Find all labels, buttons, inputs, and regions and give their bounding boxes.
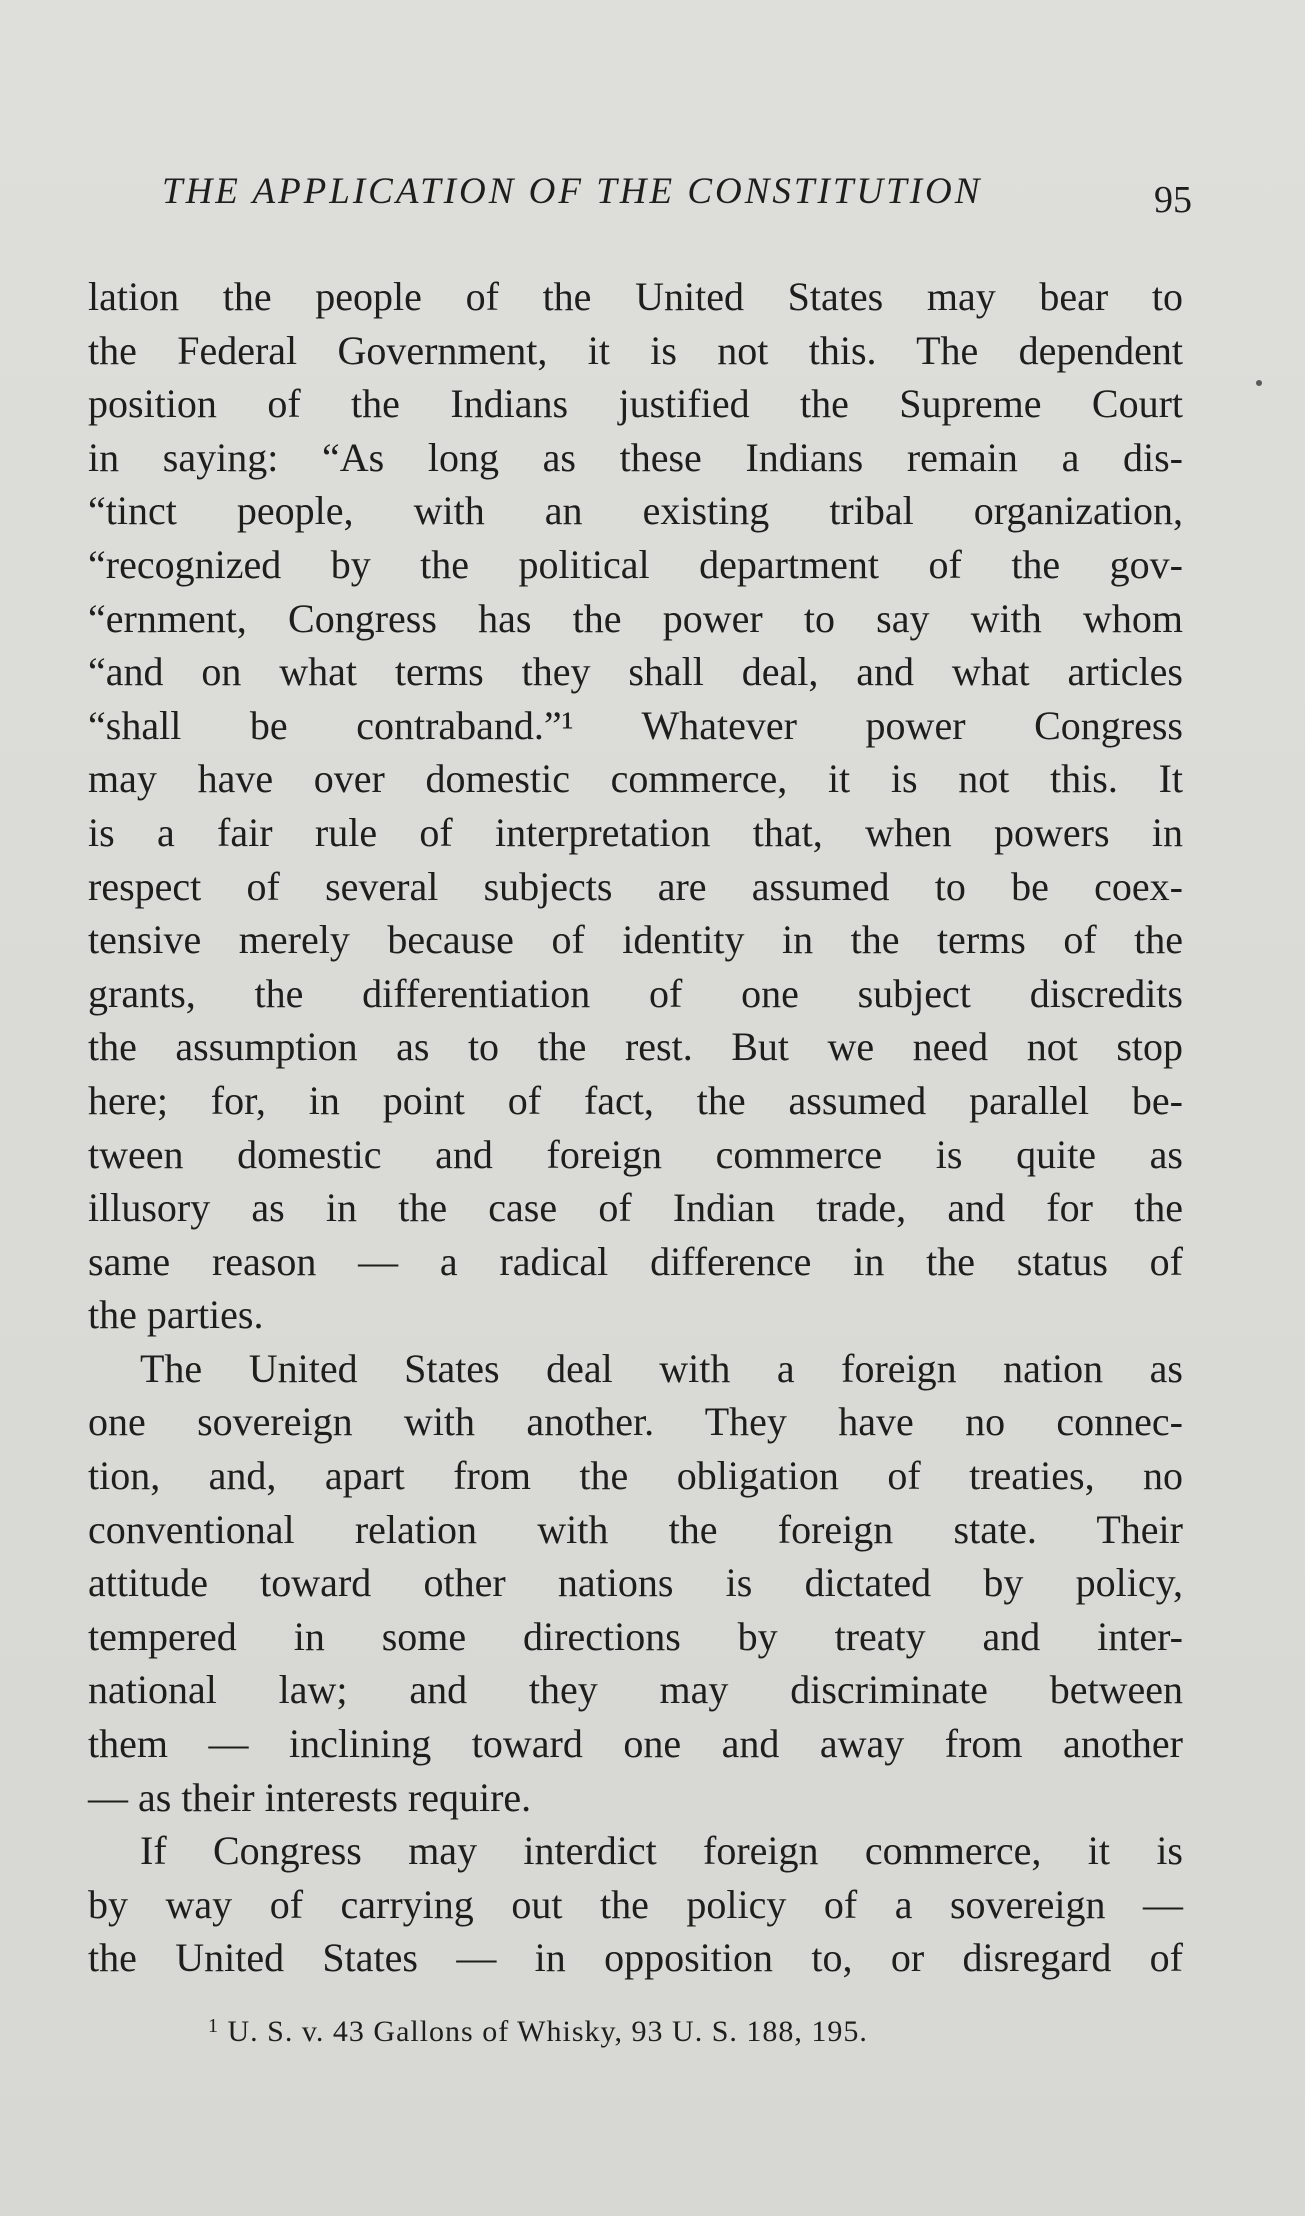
text-line: the United States — in opposition to, or disregard of <box>88 1935 1183 1981</box>
text-line: by way of carrying out the policy of a sovereign — <box>88 1881 1183 1927</box>
text-line: “recognized by the political department of the gov- <box>88 541 1183 587</box>
text-line: If Congress may interdict foreign commerce, it is <box>140 1828 1183 1874</box>
footnote-marker: 1 <box>208 2015 219 2037</box>
text-line: “ernment, Congress has the power to say with whom <box>88 595 1183 641</box>
text-line: attitude toward other nations is dictated by policy, <box>88 1560 1183 1606</box>
text-line: them — inclining toward one and away from another <box>88 1721 1183 1767</box>
margin-speck <box>1256 380 1262 386</box>
text-line: in saying: “As long as these Indians remain a dis- <box>88 434 1183 480</box>
text-line: illusory as in the case of Indian trade, and for the <box>88 1185 1183 1231</box>
text-line: — as their interests require. <box>88 1774 532 1820</box>
text-line: is a fair rule of interpretation that, when powers in <box>88 809 1183 855</box>
text-line: the parties. <box>88 1292 264 1338</box>
page-number: 95 <box>1154 179 1192 221</box>
footnote <box>208 2015 868 2049</box>
text-line: same reason — a radical difference in the status of <box>88 1238 1183 1284</box>
text-line: “tinct people, with an existing tribal organization, <box>88 488 1183 534</box>
text-line: The United States deal with a foreign nation as <box>140 1345 1183 1391</box>
text-line: here; for, in point of fact, the assumed parallel be- <box>88 1077 1183 1123</box>
text-line: tensive merely because of identity in the terms of the <box>88 917 1183 963</box>
text-line: one sovereign with another. They have no connec- <box>88 1399 1183 1445</box>
text-line: “and on what terms they shall deal, and what articles <box>88 649 1183 695</box>
text-line: national law; and they may discriminate between <box>88 1667 1183 1713</box>
text-line: position of the Indians justified the Supreme Court <box>88 381 1183 427</box>
text-line: may have over domestic commerce, it is not this. It <box>88 756 1183 802</box>
running-head: THE APPLICATION OF THE CONSTITUTION <box>162 171 983 212</box>
text-line: tween domestic and foreign commerce is quite as <box>88 1131 1183 1177</box>
text-line: conventional relation with the foreign state. Their <box>88 1506 1183 1552</box>
text-line: grants, the differentiation of one subject discredits <box>88 970 1183 1016</box>
text-line: respect of several subjects are assumed to be coex- <box>88 863 1183 909</box>
body-text <box>88 270 1183 1985</box>
text-line: lation the people of the United States may bear to <box>88 274 1183 319</box>
text-line: “shall be contraband.”¹ Whatever power Congress <box>88 702 1183 748</box>
page-header <box>162 170 1192 230</box>
text-line: tempered in some directions by treaty and inter- <box>88 1613 1183 1659</box>
text-line: the assumption as to the rest. But we need not stop <box>88 1024 1183 1070</box>
footnote-text: U. S. v. 43 Gallons of Whisky, 93 U. S. 188, 195. <box>227 2015 868 2048</box>
text-line: tion, and, apart from the obligation of treaties, no <box>88 1453 1183 1499</box>
text-line: the Federal Government, it is not this. The dependent <box>88 327 1183 373</box>
